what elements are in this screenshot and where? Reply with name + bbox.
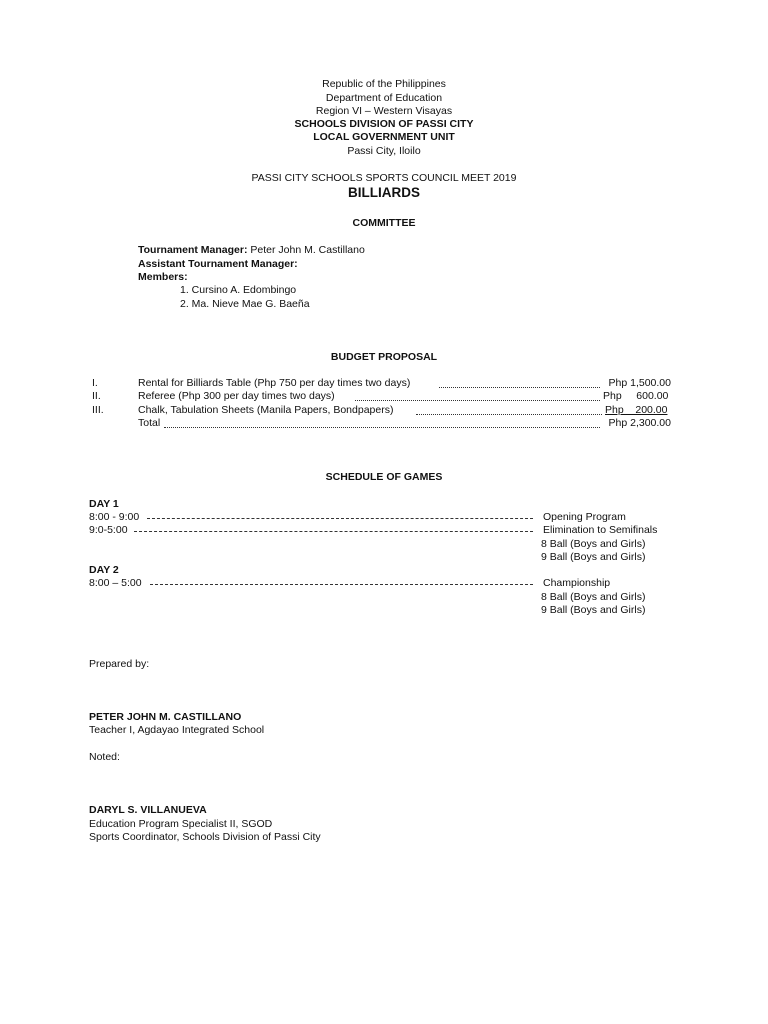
members-label: Members: [138,271,188,283]
budget-total-amount: Php 2,300.00 [608,417,671,429]
schedule-time: 8:00 - 9:00 [89,511,140,523]
schedule-event: Opening Program [543,511,626,523]
schedule-time: 9:0-5:00 [89,524,128,536]
schedule-event: Championship [543,577,611,589]
event-title: PASSI CITY SCHOOLS SPORTS COUNCIL MEET 2019 [251,172,517,184]
schedule-time: 8:00 – 5:00 [89,577,142,589]
budget-total-label: Total [138,417,161,429]
leader-dots [164,427,600,428]
budget-item-description: Chalk, Tabulation Sheets (Manila Papers, Bondpapers) [138,404,394,416]
tournament-manager-line [138,244,365,257]
noted-label: Noted: [89,751,120,763]
header-lgu: LOCAL GOVERNMENT UNIT [313,131,455,143]
schedule-subevent: 8 Ball (Boys and Girls) [541,591,646,603]
day1-label: DAY 1 [89,498,119,510]
schedule-subevent: 9 Ball (Boys and Girls) [541,551,646,563]
dash-leader [134,531,533,532]
member-item: 1. Cursino A. Edombingo [180,284,297,296]
leader-dots [439,387,600,388]
budget-item-description: Referee (Php 300 per day times two days) [138,390,335,402]
sport-title: BILLIARDS [348,185,420,200]
tournament-manager-label: Tournament Manager: [138,244,248,256]
header-department: Department of Education [325,92,443,104]
budget-item-amount: Php 200.00 [605,404,668,416]
header-republic: Republic of the Philippines [322,78,446,90]
leader-dots [416,414,602,415]
dash-leader [150,584,533,585]
budget-item-description: Rental for Billiards Table (Php 750 per day times two days) [138,377,411,389]
budget-heading: BUDGET PROPOSAL [330,351,438,363]
budget-item-number: I. [92,377,98,389]
leader-dots [355,400,600,401]
noter-name: DARYL S. VILLANUEVA [89,804,207,816]
prepared-by-label: Prepared by: [89,658,150,670]
schedule-heading: SCHEDULE OF GAMES [325,471,443,483]
budget-item-amount: Php 600.00 [603,390,669,402]
dash-leader [147,518,533,519]
noter-title: Education Program Specialist II, SGOD [89,818,273,830]
preparer-title: Teacher I, Agdayao Integrated School [89,724,265,736]
schedule-subevent: 9 Ball (Boys and Girls) [541,604,646,616]
budget-item-number: III. [92,404,104,416]
noter-title: Sports Coordinator, Schools Division of Passi City [89,831,321,843]
member-item: 2. Ma. Nieve Mae G. Baeña [180,298,310,310]
budget-item-amount: Php 1,500.00 [608,377,671,389]
header-region: Region VI – Western Visayas [315,105,453,117]
tournament-manager-name: Peter John M. Castillano [250,244,365,256]
committee-heading: COMMITTEE [352,217,416,229]
header-location: Passi City, Iloilo [347,145,421,157]
assistant-manager-label: Assistant Tournament Manager: [138,258,298,270]
preparer-name: PETER JOHN M. CASTILLANO [89,711,242,723]
day2-label: DAY 2 [89,564,119,576]
budget-item-number: II. [92,390,101,402]
schedule-event: Elimination to Semifinals [543,524,658,536]
schedule-subevent: 8 Ball (Boys and Girls) [541,538,646,550]
header-division: SCHOOLS DIVISION OF PASSI CITY [294,118,474,130]
